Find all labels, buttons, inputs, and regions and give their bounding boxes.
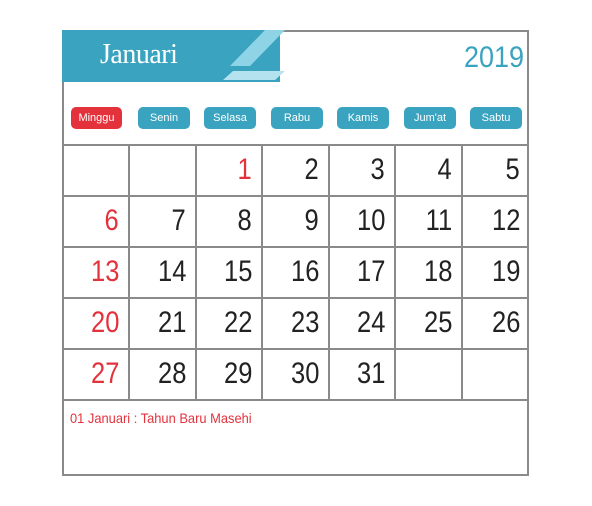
date-number: 25: [423, 306, 452, 339]
banner-decoration: [205, 30, 295, 80]
weekday-header: Kamis: [337, 107, 389, 129]
date-number: 21: [157, 306, 186, 339]
date-cell: [130, 299, 197, 350]
date-cell: [263, 146, 330, 197]
date-number: 11: [425, 204, 452, 237]
date-cell: [463, 248, 529, 299]
date-number: 12: [491, 204, 520, 237]
date-number: 23: [290, 306, 319, 339]
date-number: 2: [304, 153, 319, 186]
date-number: 26: [491, 306, 520, 339]
date-cell: [197, 146, 263, 197]
date-cell: [130, 350, 197, 401]
date-number: 29: [223, 357, 252, 390]
empty-cell: [463, 350, 529, 401]
date-number: 5: [505, 153, 520, 186]
year-label: 2019: [464, 41, 525, 74]
date-cell: [263, 248, 330, 299]
weekday-header: Rabu: [271, 107, 323, 129]
date-cell: [396, 248, 463, 299]
weekday-header: Selasa: [204, 107, 256, 129]
date-cell: [396, 146, 463, 197]
date-cell: [463, 146, 529, 197]
date-number: 15: [223, 255, 252, 288]
date-cell: [463, 197, 529, 248]
date-cell: [64, 248, 130, 299]
weekday-header: Minggu: [71, 107, 122, 129]
date-number: 1: [237, 153, 252, 186]
date-cell: [197, 299, 263, 350]
date-grid: [64, 144, 529, 401]
empty-cell: [130, 146, 197, 197]
date-number: 19: [491, 255, 520, 288]
date-number: 20: [90, 306, 119, 339]
month-title: Januari: [100, 39, 178, 70]
date-number: 27: [90, 357, 119, 390]
date-number: 28: [157, 357, 186, 390]
date-number: 6: [104, 204, 119, 237]
date-number: 7: [171, 204, 186, 237]
date-cell: [330, 350, 396, 401]
date-number: 30: [290, 357, 319, 390]
date-number: 17: [356, 255, 385, 288]
date-cell: [330, 299, 396, 350]
date-cell: [463, 299, 529, 350]
date-cell: [330, 197, 396, 248]
date-number: 4: [437, 153, 452, 186]
weekday-header: Jum'at: [404, 107, 456, 129]
date-cell: [330, 146, 396, 197]
date-number: 22: [223, 306, 252, 339]
date-number: 31: [356, 357, 385, 390]
date-number: 24: [356, 306, 385, 339]
date-number: 14: [157, 255, 186, 288]
date-number: 13: [90, 255, 119, 288]
date-cell: [396, 197, 463, 248]
date-cell: [197, 197, 263, 248]
date-number: 16: [290, 255, 319, 288]
empty-cell: [64, 146, 130, 197]
date-number: 8: [237, 204, 252, 237]
holiday-note: 01 Januari : Tahun Baru Masehi: [70, 410, 252, 426]
weekday-header: Sabtu: [470, 107, 522, 129]
date-cell: [197, 248, 263, 299]
date-cell: [197, 350, 263, 401]
date-cell: [64, 197, 130, 248]
date-cell: [396, 299, 463, 350]
date-number: 18: [423, 255, 452, 288]
date-cell: [130, 248, 197, 299]
date-cell: [64, 299, 130, 350]
date-cell: [263, 350, 330, 401]
date-number: 3: [370, 153, 385, 186]
date-cell: [263, 299, 330, 350]
empty-cell: [396, 350, 463, 401]
date-number: 10: [356, 204, 385, 237]
date-cell: [330, 248, 396, 299]
date-cell: [64, 350, 130, 401]
weekday-header: Senin: [138, 107, 190, 129]
date-cell: [263, 197, 330, 248]
date-cell: [130, 197, 197, 248]
date-number: 9: [304, 204, 319, 237]
